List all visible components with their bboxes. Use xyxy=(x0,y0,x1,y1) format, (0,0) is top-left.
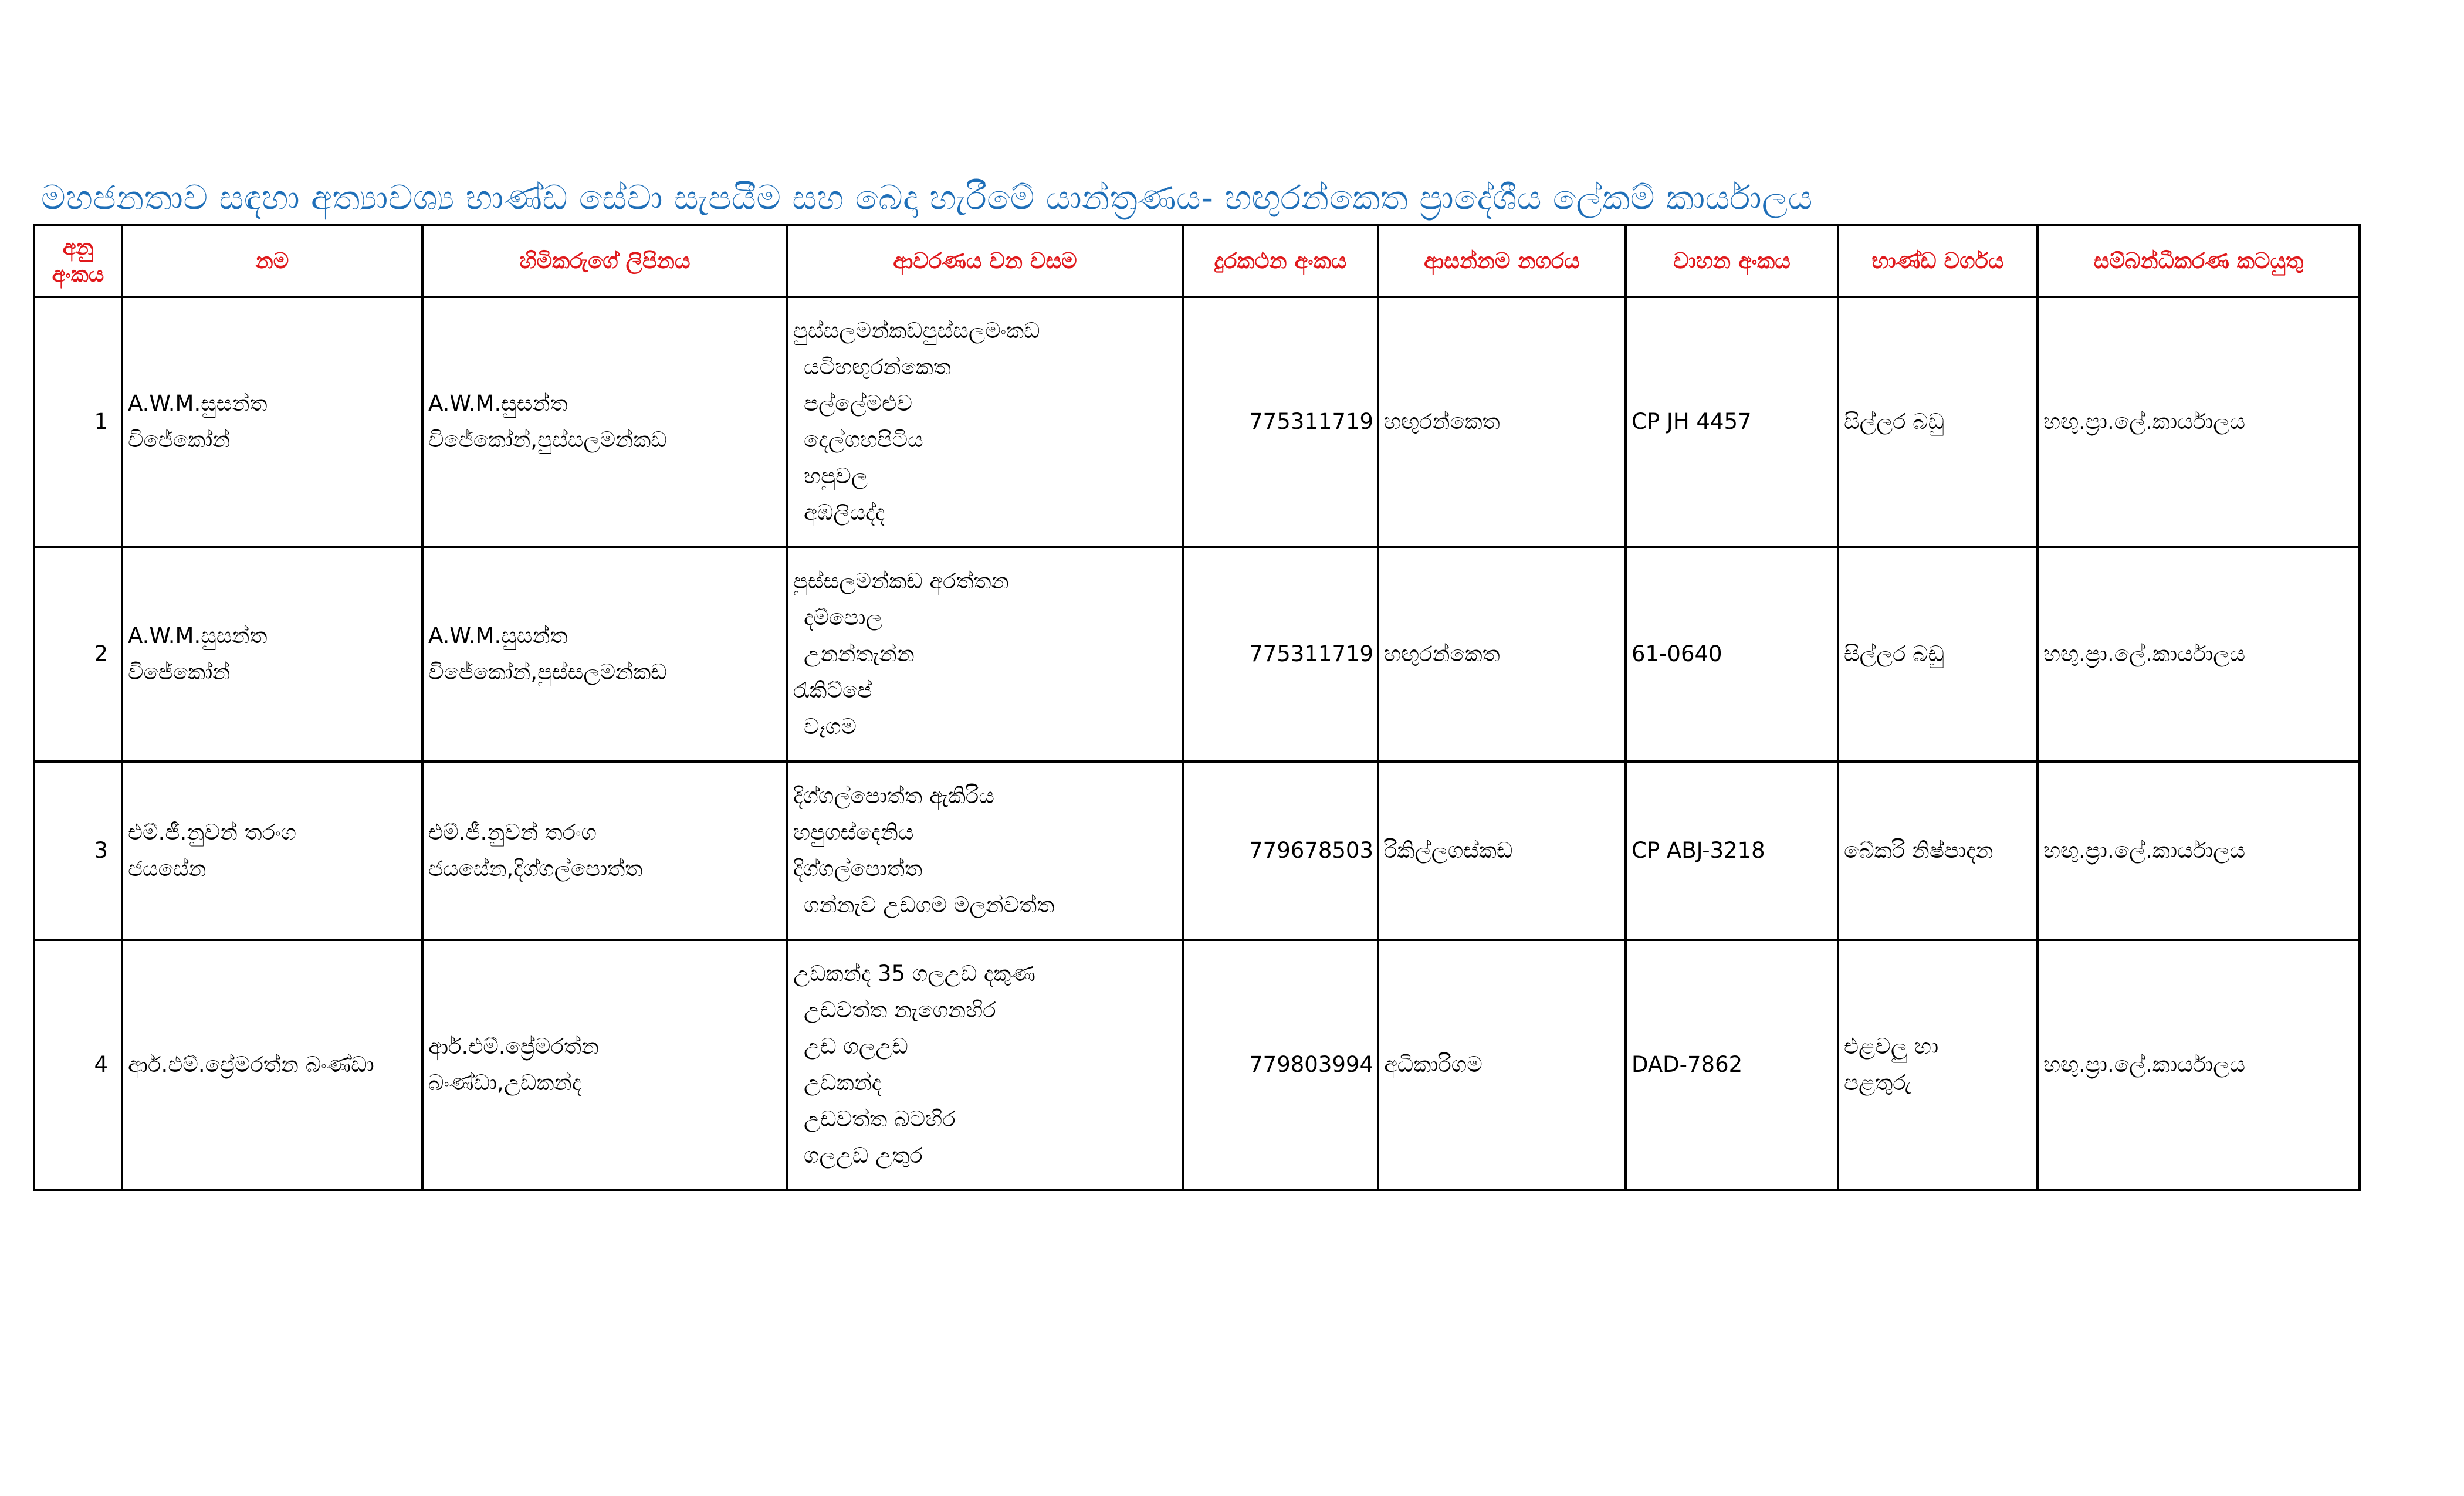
address-line: ආර්.එම්.ප්‍රේමරත්න xyxy=(428,1034,599,1059)
name-line: A.W.M.සුසන්ත xyxy=(128,623,268,648)
column-header-coordination: සම්බන්ධීකරණ කටයුතු xyxy=(2037,225,2360,297)
address-line: විජේකෝන්,පුස්සලමන්කඩ xyxy=(428,427,667,452)
name-line: විජේකෝන් xyxy=(128,427,231,452)
column-header-serial-no: අනු අංකය xyxy=(34,225,122,297)
supplier-table xyxy=(33,224,2361,1191)
name-cell xyxy=(122,940,422,1190)
area-line: හපුගස්දෙනිය xyxy=(793,820,914,845)
goods-line: සිල්ලර බඩු xyxy=(1844,409,1945,434)
address-cell xyxy=(422,297,787,547)
town-cell: හඟුරන්කෙත xyxy=(1378,297,1626,547)
table-row xyxy=(34,297,2360,547)
name-line: එම්.ජී.නුවන් තරංග xyxy=(128,820,296,845)
name-line: ජයසේන xyxy=(128,856,207,881)
column-header-owner-address: හිමිකරුගේ ලිපිනය xyxy=(422,225,787,297)
goods-cell xyxy=(1838,940,2037,1190)
town-cell: අධිකාරිගම xyxy=(1378,940,1626,1190)
name-cell xyxy=(122,297,422,547)
phone-cell: 775311719 xyxy=(1183,297,1378,547)
vehicle-cell: 61-0640 xyxy=(1626,547,1838,761)
goods-cell xyxy=(1838,547,2037,761)
column-header-goods-type: භාණ්ඩ වර්ගය xyxy=(1838,225,2037,297)
area-line: දෙල්ගහපිටිය xyxy=(804,427,923,452)
name-cell xyxy=(122,761,422,940)
area-line: පුස්සලමන්කඩපුස්සලමංකඩ xyxy=(793,318,1040,343)
serial-no-cell: 4 xyxy=(34,940,122,1190)
column-header-nearest-town: ආසන්නම නගරය xyxy=(1378,225,1626,297)
area-line: ගන්නැව උඩගම මලන්වත්ත xyxy=(804,892,1055,918)
name-cell xyxy=(122,547,422,761)
goods-cell xyxy=(1838,761,2037,940)
column-header-name: නම xyxy=(122,225,422,297)
address-cell xyxy=(422,940,787,1190)
area-line: පුස්සලමන්කඩ අරත්තන xyxy=(793,568,1009,594)
address-line: බංණ්ඩා,උඩකන්ද xyxy=(428,1070,581,1095)
phone-cell: 779678503 xyxy=(1183,761,1378,940)
address-line: විජේකෝන්,පුස්සලමන්කඩ xyxy=(428,659,667,685)
goods-line: සිල්ලර බඩු xyxy=(1844,641,1945,666)
goods-line: පළතුරු xyxy=(1844,1070,1911,1095)
goods-line: බේකරි නිෂ්පාදන xyxy=(1844,838,1993,863)
serial-no-cell: 1 xyxy=(34,297,122,547)
area-line: උඩවත්ත නැගෙනහිර xyxy=(804,997,996,1023)
phone-cell: 779803994 xyxy=(1183,940,1378,1190)
area-line: උඩවත්ත බටහිර xyxy=(804,1106,956,1132)
area-line: ගලඋඩ උතුර xyxy=(804,1143,923,1168)
area-cell xyxy=(787,761,1183,940)
area-line: යටිහඟුරන්කෙත xyxy=(804,354,951,380)
area-cell xyxy=(787,940,1183,1190)
table-row xyxy=(34,547,2360,761)
area-line: රැකිට්පේ xyxy=(793,678,872,703)
column-header-covered-area: ආවරණය වන වසම xyxy=(787,225,1183,297)
address-cell xyxy=(422,547,787,761)
area-line: උඩකන්ද 35 ගලඋඩ දකුණ xyxy=(793,961,1035,986)
address-line: A.W.M.සුසන්ත xyxy=(428,623,568,648)
column-header-vehicle-no: වාහන අංකය xyxy=(1626,225,1838,297)
coordination-cell: හඟු.ප්‍රා.ලේ.කාර්යාලය xyxy=(2037,761,2360,940)
area-line: අඹලියද්ද xyxy=(804,500,885,525)
table-row xyxy=(34,940,2360,1190)
serial-no-cell: 3 xyxy=(34,761,122,940)
vehicle-cell: CP JH 4457 xyxy=(1626,297,1838,547)
town-cell: රිකිල්ලගස්කඩ xyxy=(1378,761,1626,940)
area-cell xyxy=(787,547,1183,761)
name-line: ආර්.එම්.ප්‍රේමරත්න බංණ්ඩා xyxy=(128,1052,374,1077)
area-line: උඩ ගලඋඩ xyxy=(804,1034,908,1059)
name-line: A.W.M.සුසන්ත xyxy=(128,391,268,416)
area-line: හපුවල xyxy=(804,463,868,489)
page-title: මහජනතාව සඳහා අත්‍යාවශ්‍ය භාණ්ඩ සේවා සැපයීම සහ බෙදා හැරීමේ යාන්ත්‍රණය- හඟුරන්කෙත ප්‍රාදේශීය ලේකම් කාර්යාලය xyxy=(41,178,1813,218)
goods-line: එළවලු හා xyxy=(1844,1034,1939,1059)
area-line: දිග්ගල්පොත්ත xyxy=(793,856,923,881)
column-header-phone: දුරකථන අංකය xyxy=(1183,225,1378,297)
area-line: පල්ලේමළුව xyxy=(804,391,912,416)
area-line: වෑගම xyxy=(804,714,857,739)
address-line: A.W.M.සුසන්ත xyxy=(428,391,568,416)
area-line: දම්පොල xyxy=(804,605,882,630)
serial-no-cell: 2 xyxy=(34,547,122,761)
area-line: දිග්ගල්පොත්ත ඇකිරිය xyxy=(793,783,994,808)
vehicle-cell: DAD-7862 xyxy=(1626,940,1838,1190)
address-line: එම්.ජී.නුවන් තරංග xyxy=(428,820,597,845)
coordination-cell: හඟු.ප්‍රා.ලේ.කාර්යාලය xyxy=(2037,297,2360,547)
table-header-row xyxy=(34,225,2360,297)
table-row xyxy=(34,761,2360,940)
coordination-cell: හඟු.ප්‍රා.ලේ.කාර්යාලය xyxy=(2037,547,2360,761)
name-line: විජේකෝන් xyxy=(128,659,231,685)
area-line: උනන්තැන්න xyxy=(804,641,915,666)
goods-cell xyxy=(1838,297,2037,547)
phone-cell: 775311719 xyxy=(1183,547,1378,761)
town-cell: හඟුරන්කෙත xyxy=(1378,547,1626,761)
area-cell xyxy=(787,297,1183,547)
address-cell xyxy=(422,761,787,940)
coordination-cell: හඟු.ප්‍රා.ලේ.කාර්යාලය xyxy=(2037,940,2360,1190)
address-line: ජයසේන,දිග්ගල්පොත්ත xyxy=(428,856,643,881)
vehicle-cell: CP ABJ-3218 xyxy=(1626,761,1838,940)
area-line: උඩකන්ද xyxy=(804,1070,882,1095)
